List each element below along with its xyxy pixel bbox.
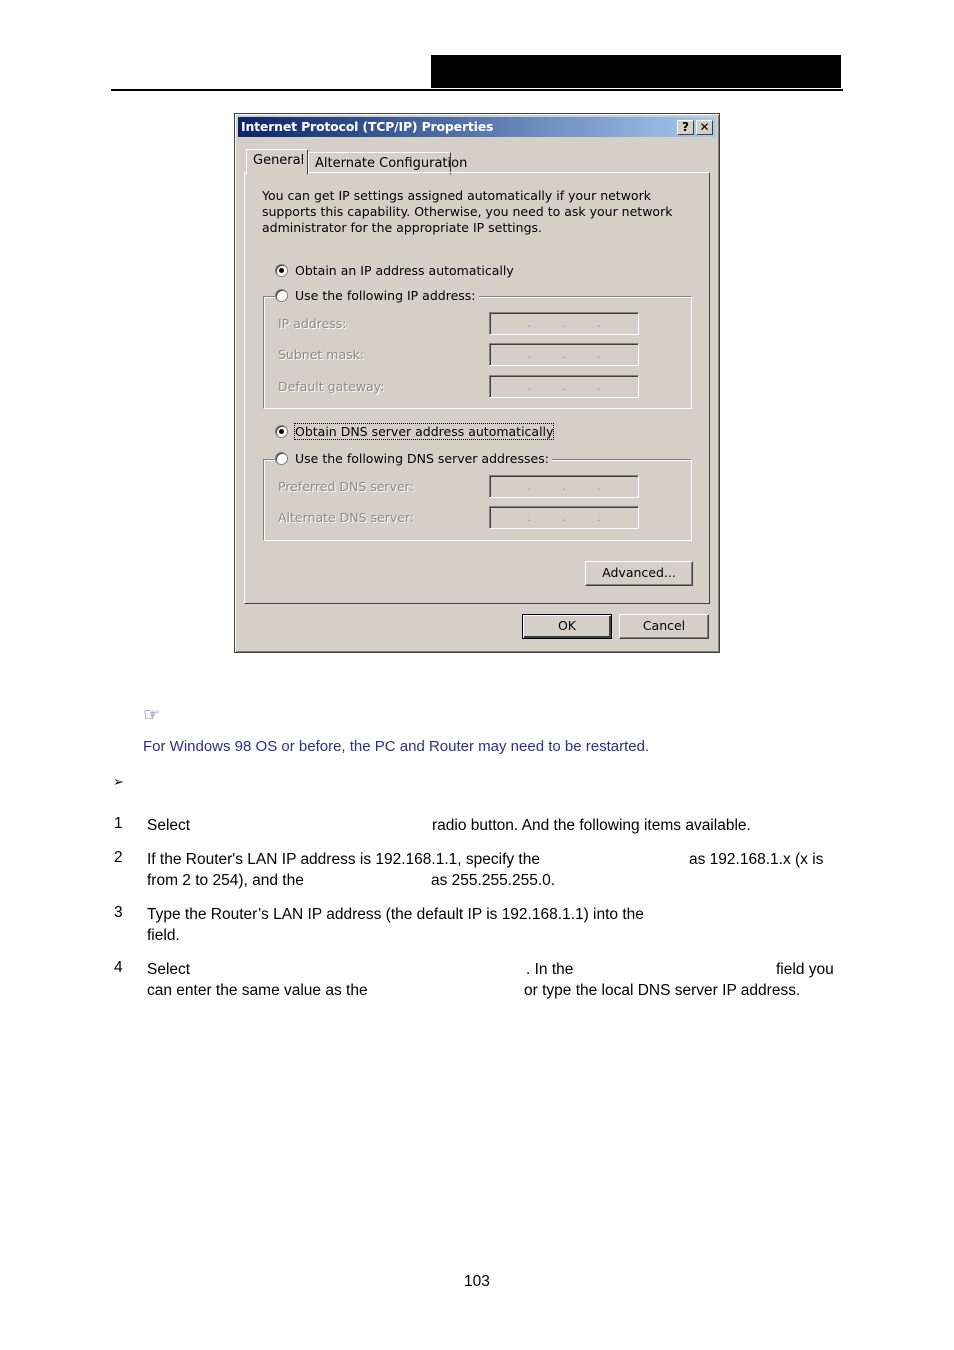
step-text: Select <box>147 961 191 978</box>
tab-general[interactable]: General <box>246 149 308 175</box>
ok-button[interactable]: OK <box>522 614 612 639</box>
note-text: For Windows 98 OS or before, the PC and Router may need to be restarted. <box>143 738 650 755</box>
obtain-dns-auto-option[interactable] <box>275 424 556 439</box>
note-hand-icon: ☞ <box>143 705 161 726</box>
step-text: can enter the same value as the <box>147 982 368 999</box>
step-text: Type the Router’s LAN IP address (the default IP is 192.168.1.1) into the <box>147 906 644 923</box>
use-following-ip-radio[interactable] <box>275 289 288 302</box>
tcpip-properties-dialog <box>234 113 720 653</box>
use-following-ip-option[interactable] <box>275 288 479 303</box>
intro-text: You can get IP settings assigned automatically if your network supports this capability. Otherwise, you need to ask your network administrator for the appropriate IP settings. <box>262 188 673 235</box>
obtain-dns-auto-label: Obtain DNS server address automatically <box>295 424 554 439</box>
use-following-dns-label: Use the following DNS server addresses: <box>295 451 549 466</box>
ip-address-label: IP address: <box>278 316 347 331</box>
step-text: radio button. And the following items available. <box>432 817 751 834</box>
alternate-dns-field[interactable]: . . . <box>489 506 639 529</box>
alternate-dns-label: Alternate DNS server: <box>278 510 415 525</box>
header-rule <box>111 89 843 91</box>
step-text: as 192.168.1.x (x is <box>689 851 824 868</box>
advanced-button[interactable]: Advanced... <box>585 561 693 586</box>
default-gateway-label: Default gateway: <box>278 379 385 394</box>
step-text: as 255.255.255.0. <box>431 872 556 889</box>
use-following-dns-option[interactable] <box>275 451 552 466</box>
obtain-ip-auto-label: Obtain an IP address automatically <box>295 263 514 278</box>
dialog-title: Internet Protocol (TCP/IP) Properties <box>241 119 494 134</box>
step-text: field you <box>776 961 834 978</box>
step-number: 2 <box>114 849 123 866</box>
dialog-titlebar <box>238 117 716 137</box>
default-gateway-field[interactable]: . . . <box>489 375 639 398</box>
step-number: 4 <box>114 959 123 976</box>
subnet-mask-field[interactable]: . . . <box>489 343 639 366</box>
step-text: from 2 to 254), and the <box>147 872 304 889</box>
bullet-arrow-icon: ➢ <box>113 774 124 789</box>
page-number: 103 <box>464 1273 490 1290</box>
header-bar <box>431 55 841 88</box>
use-following-ip-label: Use the following IP address: <box>295 288 476 303</box>
obtain-ip-auto-radio[interactable] <box>275 264 288 277</box>
preferred-dns-field[interactable]: . . . <box>489 475 639 498</box>
help-button[interactable]: ? <box>677 120 694 135</box>
step-number: 1 <box>114 815 123 832</box>
obtain-ip-auto-option[interactable] <box>275 263 517 278</box>
step-text: . In the <box>526 961 574 978</box>
step-text: or type the local DNS server IP address. <box>524 982 801 999</box>
obtain-dns-auto-radio[interactable] <box>275 425 288 438</box>
cancel-button[interactable]: Cancel <box>619 614 709 639</box>
step-text: If the Router's LAN IP address is 192.168.1.1, specify the <box>147 851 540 868</box>
ip-address-field[interactable]: . . . <box>489 312 639 335</box>
subnet-mask-label: Subnet mask: <box>278 347 365 362</box>
tab-alternate-configuration[interactable]: Alternate Configuration <box>308 152 451 175</box>
step-text: field. <box>147 927 180 944</box>
close-button[interactable]: ✕ <box>696 120 713 135</box>
preferred-dns-label: Preferred DNS server: <box>278 479 414 494</box>
use-following-dns-radio[interactable] <box>275 452 288 465</box>
step-number: 3 <box>114 904 123 921</box>
step-text: Select <box>147 817 191 834</box>
